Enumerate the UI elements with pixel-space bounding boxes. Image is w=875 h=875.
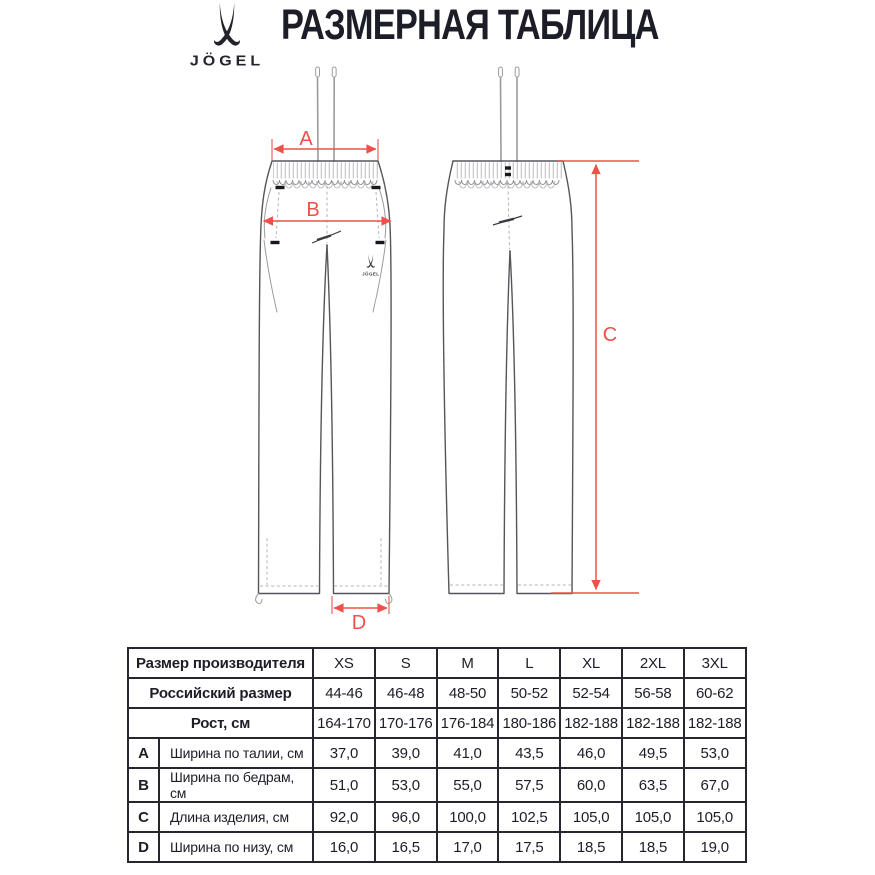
size-cell: 3XL [684, 648, 746, 678]
pants-front-drawing [256, 67, 392, 604]
row-letter: A [128, 738, 159, 768]
jogel-logo-text: JÖGEL [189, 53, 265, 70]
size-cell: L [498, 648, 560, 678]
page-title: РАЗМЕРНАЯ ТАБЛИЦА [281, 1, 659, 49]
size-cell: 17,5 [498, 832, 560, 862]
size-cell: 63,5 [622, 768, 684, 802]
size-cell: 176-184 [437, 708, 499, 738]
size-cell: 67,0 [684, 768, 746, 802]
row-label: Ширина по низу, см [159, 832, 313, 862]
measurement-label-c: C [602, 324, 618, 346]
table-row-russian-size [128, 678, 746, 708]
size-cell: XL [560, 648, 622, 678]
measurement-a [272, 128, 378, 160]
measurement-d [332, 596, 389, 634]
table-row-manufacturer-size [128, 648, 746, 678]
waistband-back [453, 161, 563, 188]
size-cell: 53,0 [375, 768, 437, 802]
size-cell: 57,5 [498, 768, 560, 802]
pants-front-outline [259, 161, 273, 593]
size-cell: XS [313, 648, 375, 678]
drawstrings-front [316, 67, 336, 162]
row-header-height: Рост, см [128, 708, 313, 738]
row-header-russian-size: Российский размер [128, 678, 313, 708]
size-cell: S [375, 648, 437, 678]
pants-back-drawing [443, 67, 573, 594]
row-label: Длина изделия, см [159, 802, 313, 832]
size-cell: 37,0 [313, 738, 375, 768]
size-cell: 48-50 [437, 678, 499, 708]
size-cell: 105,0 [560, 802, 622, 832]
size-cell: 49,5 [622, 738, 684, 768]
size-cell: 180-186 [498, 708, 560, 738]
size-cell: 56-58 [622, 678, 684, 708]
size-table [127, 647, 747, 863]
size-cell: 105,0 [684, 802, 746, 832]
pants-back-outline [443, 161, 453, 593]
size-cell: 53,0 [684, 738, 746, 768]
size-cell: 51,0 [313, 768, 375, 802]
size-cell: 60-62 [684, 678, 746, 708]
row-header-manufacturer-size: Размер производителя [128, 648, 313, 678]
size-cell: 18,5 [622, 832, 684, 862]
size-cell: 2XL [622, 648, 684, 678]
size-cell: 182-188 [622, 708, 684, 738]
row-label: Ширина по бедрам, см [159, 768, 313, 802]
size-cell: 46,0 [560, 738, 622, 768]
row-letter: B [128, 768, 159, 802]
size-cell: 102,5 [498, 802, 560, 832]
size-cell: 60,0 [560, 768, 622, 802]
table-row-height [128, 708, 746, 738]
table-row-bottom-width [128, 832, 746, 862]
size-cell: 55,0 [437, 768, 499, 802]
row-letter: C [128, 802, 159, 832]
size-cell: 92,0 [313, 802, 375, 832]
size-cell: 18,5 [560, 832, 622, 862]
measurement-label-d: D [351, 612, 367, 634]
size-cell: 96,0 [375, 802, 437, 832]
size-cell: 43,5 [498, 738, 560, 768]
size-cell: 46-48 [375, 678, 437, 708]
measurement-label-b: B [306, 199, 320, 221]
size-cell: 16,0 [313, 832, 375, 862]
size-cell: M [437, 648, 499, 678]
waistband-front [272, 161, 378, 188]
leg-logo-icon [362, 254, 379, 277]
size-cell: 170-176 [375, 708, 437, 738]
size-cell: 100,0 [437, 802, 499, 832]
size-cell: 17,0 [437, 832, 499, 862]
size-cell: 41,0 [437, 738, 499, 768]
size-cell: 52-54 [560, 678, 622, 708]
table-row-hip-width [128, 768, 746, 802]
row-label: Ширина по талии, см [159, 738, 313, 768]
size-cell: 16,5 [375, 832, 437, 862]
table-row-item-length [128, 802, 746, 832]
size-cell: 164-170 [313, 708, 375, 738]
size-cell: 105,0 [622, 802, 684, 832]
measurement-c [551, 161, 639, 593]
size-cell: 19,0 [684, 832, 746, 862]
table-row-waist-width [128, 738, 746, 768]
size-cell: 39,0 [375, 738, 437, 768]
back-stitch [493, 216, 522, 225]
size-cell: 182-188 [560, 708, 622, 738]
size-cell: 44-46 [313, 678, 375, 708]
size-cell: 182-188 [684, 708, 746, 738]
row-letter: D [128, 832, 159, 862]
drawstrings-back [499, 67, 519, 162]
size-cell: 50-52 [498, 678, 560, 708]
measurement-label-a: A [299, 128, 313, 150]
leg-logo-text: JÖGEL [362, 271, 380, 277]
